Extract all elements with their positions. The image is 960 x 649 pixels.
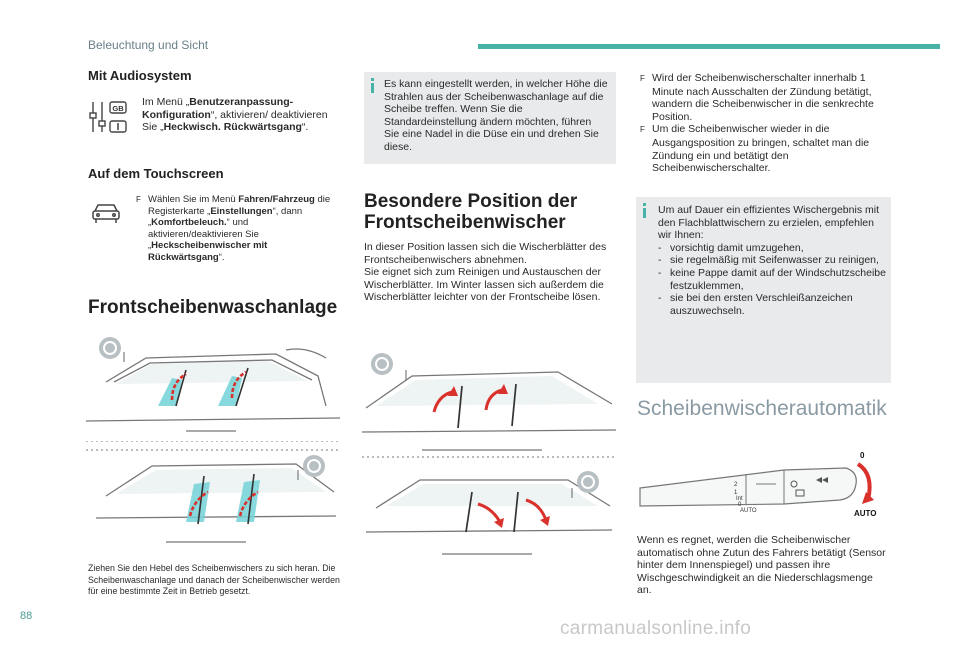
blade-care-note-box xyxy=(636,197,891,383)
bullet-marker: F xyxy=(136,195,141,204)
audio-text: Im Menü „Benutzeranpassung-Konfiguration“, aktivieren/ deaktivieren Sie „Heckwisch. Rückwärtsgang“. xyxy=(142,96,328,134)
stalk-label-auto: AUTO xyxy=(740,508,757,514)
care-item: - vorsichtig damit umzugehen, xyxy=(658,241,804,254)
care-item: - keine Pappe damit auf der Windschutzscheibe festzuklemmen, xyxy=(658,266,886,292)
section-title: Beleuchtung und Sicht xyxy=(88,38,209,52)
info-icon xyxy=(642,203,647,217)
care-item: - sie regelmäßig mit Seifenwasser zu reinigen, xyxy=(658,254,879,267)
stalk-label-0: 0 xyxy=(738,502,742,508)
car-icon xyxy=(90,201,122,225)
audio-heading: Mit Audiosystem xyxy=(88,68,192,83)
wiper-raise-illustration-1 xyxy=(362,346,616,458)
auto-wiper-heading: Scheibenwischerautomatik xyxy=(637,397,887,420)
special-position-body: In dieser Position lassen sich die Wischerblätter des Frontscheibenwischers abnehmen. Sie eignet sich zum Reinigen und Austauschen der Wischerblätter. Im Winter lassen sich außerdem die Wischerblätter leichter von der Frontscheibe lösen. xyxy=(364,241,607,304)
blade-care-note: Um auf Dauer ein effizientes Wischergebnis mit den Flachblattwischern zu erzielen, empfehlen wir Ihnen: - vorsichtig damit umzugehen, - sie regelmäßig mit Seifenwasser zu reinigen, - keine Pappe damit auf der Windschutzscheibe festzuklemmen, - sie bei den ersten Verschleißanzeichen auszuwechseln. xyxy=(658,204,886,317)
watermark: carmanualsonline.info xyxy=(560,618,752,639)
washer-heading: Frontscheibenwaschanlage xyxy=(88,297,338,318)
step-2: F Um die Scheibenwischer wieder in die Ausgangsposition zu bringen, schaltet man die Zündung ein und betätigt den Scheibenwischerschalter. xyxy=(640,123,870,175)
washer-spray-illustration-1 xyxy=(86,336,340,442)
page-number: 88 xyxy=(20,610,33,622)
touchscreen-instruction: F Wählen Sie im Menü Fahren/Fahrzeug die Registerkarte „Einstellungen“, dann „Komfortbeleuch.“ und aktivieren/deaktivieren Sie „Heckscheibenwischer mit Rückwärtsgang“. xyxy=(136,194,331,263)
settings-sliders-icon xyxy=(88,99,130,135)
stalk-label-int: Int xyxy=(736,496,743,502)
care-item: - sie bei den ersten Verschleißanzeichen auszuwechseln. xyxy=(658,292,853,317)
wiper-stalk-illustration xyxy=(636,444,892,524)
stalk-position-auto: AUTO xyxy=(854,509,877,518)
audio-icon-label: GB xyxy=(112,104,124,113)
washer-note-text: Es kann eingestellt werden, in welcher Höhe die Strahlen aus der Scheibenwaschanlage auf die Scheibe treffen. Wenn Sie die Standardeinstellung ändern möchten, führen Sie eine Nadel in die Düse ein und drehen Sie diese. xyxy=(384,78,608,153)
stalk-position-zero: 0 xyxy=(860,451,865,460)
step-1: F Wird der Scheibenwischerschalter innerhalb 1 Minute nach Ausschalten der Zündung betätigt, wandern die Scheibenwischer in die senkrechte Position. xyxy=(640,72,874,123)
special-position-heading: Besondere Position der Frontscheibenwischer xyxy=(364,191,578,233)
auto-wiper-text: Wenn es regnet, werden die Scheibenwischer automatisch ohne Zutun des Fahrers betätigt (Sensor hinter dem Innenspiegel) und passen ihre Wischgeschwindigkeit an die Niederschlagsmenge an. xyxy=(637,534,886,597)
washer-caption: Ziehen Sie den Hebel des Scheibenwischers zu sich heran. Die Scheibenwaschanlage und danach der Scheibenwischer werden für eine bestimmte Zeit in Betrieb gesetzt. xyxy=(88,563,340,596)
info-icon xyxy=(370,78,375,92)
stalk-label-1: 1 xyxy=(734,490,738,496)
touchscreen-heading: Auf dem Touchscreen xyxy=(88,166,224,181)
wiper-position-steps xyxy=(640,72,892,175)
header-accent-bar xyxy=(478,44,940,49)
wiper-raise-illustration-2 xyxy=(362,462,616,562)
washer-spray-illustration-2 xyxy=(86,446,340,550)
stalk-label-2: 2 xyxy=(734,482,738,488)
washer-note-box xyxy=(364,72,616,164)
